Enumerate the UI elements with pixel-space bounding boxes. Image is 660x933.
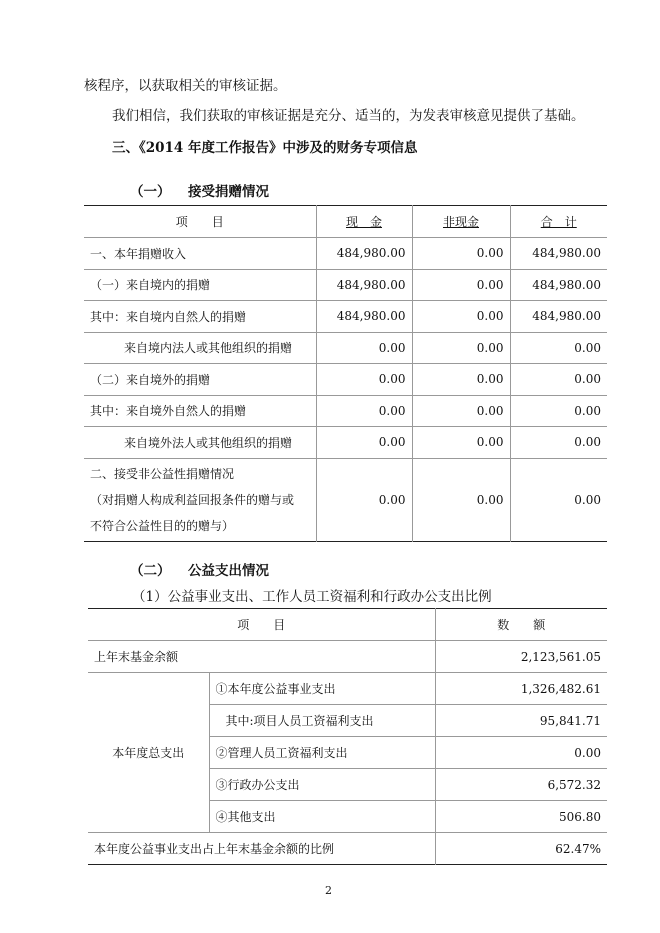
expenditure-item-label: ②管理人员工资福利支出 <box>209 737 435 769</box>
table-row <box>88 833 607 865</box>
table-row <box>84 301 607 333</box>
row-label: （一）来自境内的捐赠 <box>84 269 316 301</box>
table-row <box>84 332 607 364</box>
row-label-line: 不符合公益性目的的赠与） <box>90 518 235 533</box>
expenditure-item-value: 95,841.71 <box>435 705 607 737</box>
noncash-value: 0.00 <box>412 238 510 270</box>
expenditure-item-value: 0.00 <box>435 737 607 769</box>
table-row <box>84 395 607 427</box>
noncash-value: 0.00 <box>412 458 510 541</box>
opening-balance-value: 2,123,561.05 <box>435 641 607 673</box>
expenditure-heading-num: （二） <box>130 563 171 579</box>
row-label: 其中：来自境内自然人的捐赠 <box>84 301 316 333</box>
opening-balance-label: 上年末基金余额 <box>88 641 435 673</box>
column-header-item: 项 目 <box>84 206 316 238</box>
table-header-row <box>84 206 607 238</box>
expenditure-item-value: 1,326,482.61 <box>435 673 607 705</box>
cash-value: 0.00 <box>316 364 412 396</box>
total-value: 0.00 <box>574 492 601 507</box>
row-label: 其中：来自境外自然人的捐赠 <box>84 395 316 427</box>
total-value: 484,980.00 <box>510 269 607 301</box>
column-header-cash: 现 金 <box>316 206 412 238</box>
noncash-value: 0.00 <box>412 269 510 301</box>
table-row <box>84 364 607 396</box>
cash-value: 0.00 <box>316 458 412 541</box>
expenditure-heading: 公益支出情况 <box>188 563 269 579</box>
expenditure-item-value: 6,572.32 <box>435 769 607 801</box>
row-label: （二）来自境外的捐赠 <box>84 364 316 396</box>
total-expenditure-group-label: 本年度总支出 <box>88 673 209 833</box>
table-header-row <box>88 609 607 641</box>
donations-heading-num: （一） <box>130 184 171 200</box>
ratio-value: 62.47% <box>555 841 601 856</box>
table-row <box>84 269 607 301</box>
total-value: 0.00 <box>510 364 607 396</box>
row-label-line: 二、接受非公益性捐赠情况 <box>90 466 235 481</box>
section-3-title: 三、《2014 年度工作报告》中涉及的财务专项信息 <box>112 140 418 156</box>
row-label: 来自境内法人或其他组织的捐赠 <box>84 332 316 364</box>
cash-value: 484,980.00 <box>316 301 412 333</box>
intro-line-1: 核程序，以获取相关的审核证据。 <box>84 78 287 94</box>
table-row <box>84 238 607 270</box>
total-value: 484,980.00 <box>510 238 607 270</box>
total-value: 0.00 <box>510 395 607 427</box>
column-header-amount: 数 额 <box>435 609 607 641</box>
table-row <box>84 458 607 541</box>
table-row <box>84 427 607 459</box>
noncash-value: 0.00 <box>412 301 510 333</box>
noncash-value: 0.00 <box>412 427 510 459</box>
expenditure-item-value: 506.80 <box>435 801 607 833</box>
noncash-value: 0.00 <box>412 332 510 364</box>
column-header-item: 项 目 <box>88 609 435 641</box>
row-label: 来自境外法人或其他组织的捐赠 <box>84 427 316 459</box>
total-value: 484,980.00 <box>510 301 607 333</box>
column-header-total: 合 计 <box>510 206 607 238</box>
expenditure-item-label: 其中:项目人员工资福利支出 <box>209 705 435 737</box>
total-value: 0.00 <box>510 332 607 364</box>
expenditure-table <box>88 608 607 865</box>
expenditure-item-label: ④其他支出 <box>209 801 435 833</box>
cash-value: 484,980.00 <box>316 269 412 301</box>
donations-table <box>84 205 607 542</box>
expenditure-subheading: （1）公益事业支出、工作人员工资福利和行政办公支出比例 <box>132 589 492 605</box>
cash-value: 0.00 <box>316 395 412 427</box>
cash-value: 0.00 <box>316 427 412 459</box>
page-number: 2 <box>325 884 332 897</box>
expenditure-item-label: ③行政办公支出 <box>209 769 435 801</box>
table-row <box>88 673 607 705</box>
cash-value: 0.00 <box>316 332 412 364</box>
noncash-value: 0.00 <box>412 395 510 427</box>
table-row <box>88 641 607 673</box>
donations-heading: 接受捐赠情况 <box>188 184 269 200</box>
row-label-line: （对捐赠人构成利益回报条件的赠与或 <box>90 492 295 507</box>
cash-value: 484,980.00 <box>316 238 412 270</box>
total-value: 0.00 <box>510 427 607 459</box>
intro-line-2: 我们相信，我们获取的审核证据是充分、适当的，为发表审核意见提供了基础。 <box>112 108 585 124</box>
column-header-noncash: 非现金 <box>412 206 510 238</box>
noncash-value: 0.00 <box>412 364 510 396</box>
row-label-multiline <box>84 458 316 541</box>
ratio-label: 本年度公益事业支出占上年末基金余额的比例 <box>88 833 435 865</box>
expenditure-item-label: ①本年度公益事业支出 <box>209 673 435 705</box>
row-label: 一、本年捐赠收入 <box>84 238 316 270</box>
